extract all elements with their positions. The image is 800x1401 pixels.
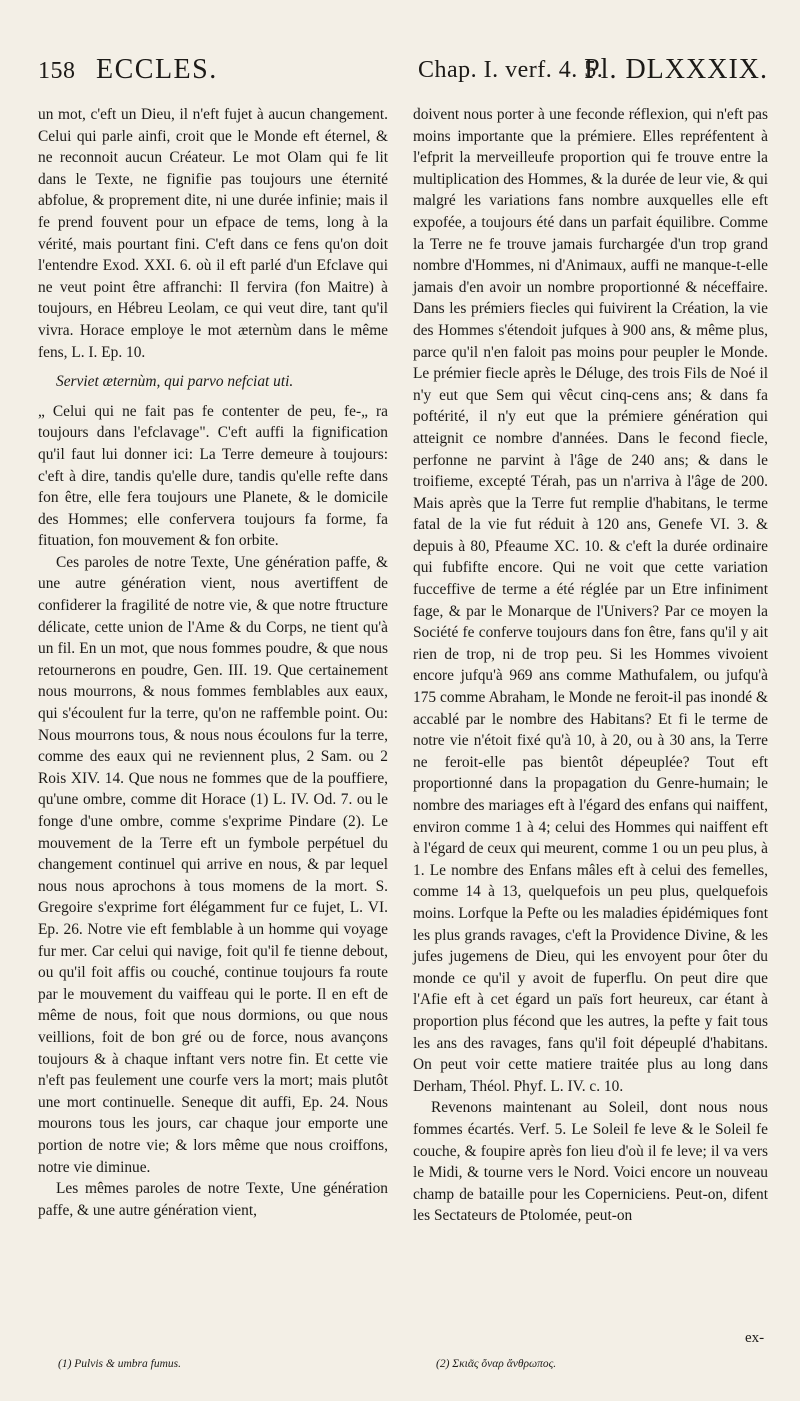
left-column	[38, 104, 388, 1221]
book-title: ECCLES.	[96, 54, 218, 85]
running-header	[38, 52, 768, 94]
paragraph: doivent nous porter à une feconde réflexion, qui n'eft pas moins importante que la prémiere. Elles repréfentent à l'efprit la merveilleufe proportion qui fe trouve entre la multiplication des Hommes, & la durée de leur vie, & qui malgré les variations fans nombre auxquelles elle eft expofée, a toujours été dans un parfait équilibre. Comme la Terre ne fe trouve jamais furchargée d'un trop grand nombre d'Hommes, ni d'Animaux, auffi ne manque-t-elle jamais d'en avoir un nombre proportionné & néceffaire. Dans les prémiers fiecles qui fuivirent la Création, la vie des Hommes s'étendoit jufques à 900 ans, & même plus, parce qu'il n'en faloit pas moins pour peupler le Monde. Le prémier fiecle après le Déluge, des trois Fils de Noé il n'y eut que Sem qui vêcut cinq-cens ans; & dans fa poftérité, il n'y eut que la prémiere génération qui atteignit ce nombre d'années. Dans le fecond fiecle, perfonne ne parvint à l'âge de 240 ans; & dans le troifieme, excepté Térah, pas un n'arriva à l'âge de 200. Mais après que la Terre fut remplie d'habitans, le terme fatal de la vie fut réduit à 120 ans, Genefe VI. 3. & depuis à 80, Pfeaume XC. 10. & c'eft la durée ordinaire qui fubfifte encore. Qui ne voit que cette variation fucceffive de terme a été réglée par un Etre infiniment fage, & par le Monarque de l'Univers? Par ce moyen la Société fe conferve toujours dans fon être, fans qu'il y ait rien de trop, ni de trop peu. Si les Hommes vivoient encore jufqu'à 969 ans comme Mathufalem, ou jufqu'à 175 comme Abraham, le Monde ne feroit-il pas inondé & accablé par le nombre des Habitans? Et fi le terme de notre vie n'étoit fixé qu'à 10, à 20, ou à 30 ans, la Terre ne feroit-elle pas bientôt dépeuplée? Tout eft proportionné dans la propagation du Genre-humain; le nombre des mariages eft à l'égard des enfans qui naiffent, environ comme 1 à 4; celui des Hommes qui naiffent eft à l'égard de ceux qui meurent, comme 1 ou un peu plus, à 1. Le nombre des Enfans mâles eft à celui des femelles, comme 14 à 13, quelquefois un peu plus, quelquefois moins. Lorfque la Pefte ou les maladies épidémiques font les plus grands ravages, c'eft la Providence Divine, & les jufes jugemens de Dieu, qui les envoyent pour ôter du monde ce qu'il y avoit de fuperflu. On peut dire que l'Afie eft à cet égard un païs fort heureux, car étant à proportion plus fécond que les autres, la pefte y fait tous les ans des ravages, fans qu'il foit dépeuplé d'habitans. On peut voir cette matiere traitée plus au long dans Derham, Théol. Phyf. L. IV. c. 10.	[413, 106, 768, 1095]
right-column	[413, 104, 768, 1227]
paragraph: un mot, c'eft un Dieu, il n'eft fujet à aucun changement. Celui qui parle ainfi, croit que le Monde eft éternel, & ne reconnoit aucun Créateur. Le mot Olam qui fe lit dans le Texte, ne fignifie pas toujours une éternité abfolue, & proprement dite, ni une durée infinie; mais il fe prend fouvent pour un efpace de tems, long à la vérité, mais pourtant fini. C'eft dans ce fens qu'on doit l'entendre Exod. XXI. 6. où il eft parlé d'un Efclave qui ne veut point être affranchi: Il fervira (fon Maitre) à toujours, en Hébreu Leolam, ce qui veut dire, tant qu'il vivra. Horace employe le mot æternùm dans le même fens, L. I. Ep. 10.	[38, 106, 388, 361]
paragraph: „ Celui qui ne fait pas fe contenter de peu, fe-„ ra toujours dans l'efclavage". C'eft auffi la fignification qu'il faut lui donner ici: La Terre demeure à toujours: c'eft à dire, tandis qu'elle dure, tandis qu'elle refte dans fon être, elle fera toujours une Planete, & le domicile des Hommes; elle confervera toujours fa forme, fa fituation, fon mouvement & fon orbite.	[38, 402, 388, 550]
footnote-left: (1) Pulvis & umbra fumus.	[58, 1358, 181, 1370]
catchword: ex-	[745, 1330, 765, 1346]
footnote-right: (2) Σκιᾶς ὄναρ ἄνθρωπος.	[436, 1358, 557, 1370]
page-number: 158	[38, 58, 76, 84]
paragraph: Les mêmes paroles de notre Texte, Une génération paffe, & une autre génération vient,	[38, 1180, 388, 1219]
plate-number: Pl. DLXXXIX.	[584, 54, 768, 85]
paragraph: Ces paroles de notre Texte, Une génération paffe, & une autre génération vient, nous avertiffent de confiderer la fragilité de notre vie, & que notre ftructure délicate, cette union de l'Ame & du Corps, ne tient qu'à un fil. En un mot, que nous fommes poudre, & que nous retournerons en poudre, Gen. III. 19. Que certainement nous mourrons, & nous fommes femblables aux eaux, qui s'écoulent fur la terre, qu'on ne raffemble point. Ou: Nous mourrons tous, & nous nous écoulons fur la terre, comme des eaux qui ne reviennent plus, 2 Sam. ou 2 Rois XIV. 14. Que nous ne fommes que de la pouffiere, qu'une ombre, comme dit Horace (1) L. IV. Od. 7. ou le fonge d'une ombre, comme s'exprime Pindare (2). Le mouvement de la Terre eft un fymbole perpétuel du changement continuel qui arrive en nous, & par lequel nous nous aprochons à tous momens de la mort. S. Gregoire s'exprime fort élégamment fur ce fujet, L. VI. Ep. 26. Notre vie eft femblable à un homme qui voyage fur mer. Car celui qui navige, foit qu'il fe tienne debout, ou qu'il foit affis ou couché, continue toujours fa route par le mouvement du vaiffeau qui le porte. Il en eft de même de nous, foit que nous dormions, ou que nous veillions, foit de bon gré ou de force, nous avançons toujours & à chaque inftant vers notre fin. Et cette vie n'eft pas feulement une courfe vers la mort; mais plutôt une mort continuelle. Seneque dit auffi, Ep. 24. Nous mourons tous les jours, car chaque jour emporte une portion de notre vie; & lors même que nous croiffons, notre vie diminue.	[38, 553, 388, 1176]
latin-quote: Serviet æternùm, qui parvo nefciat uti.	[56, 373, 294, 391]
paragraph: Revenons maintenant au Soleil, dont nous nous fommes écartés. Verf. 5. Le Soleil fe leve & le Soleil fe couche, & foupire après fon lieu d'où il fe leve; il va vers le Midi, & tourne vers le Nord. Voici encore un nouveau champ de bataille pour les Coperniciens. Peut-on, difent les Sectateurs de Ptolomée, peut-on	[413, 1099, 768, 1225]
chapter-verse: Chap. I. verf. 4. 5.	[418, 57, 604, 83]
